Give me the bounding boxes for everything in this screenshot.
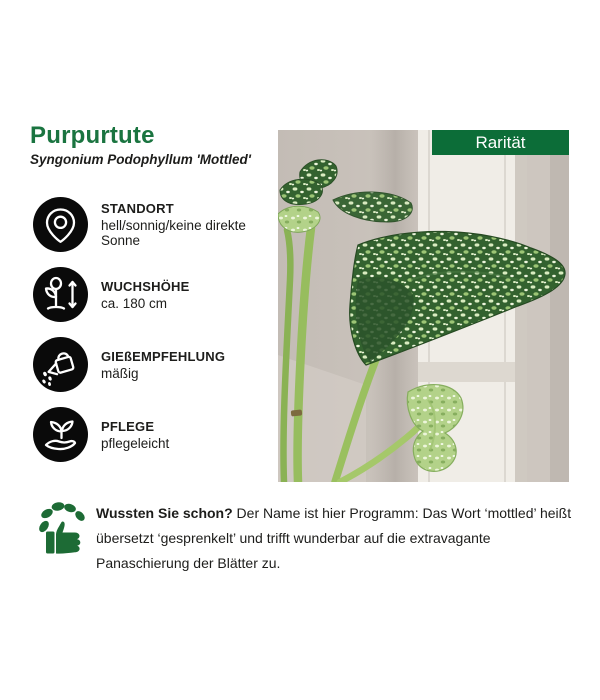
watering-can-icon [33, 337, 88, 392]
feature-label: PFLEGE [101, 418, 155, 434]
page-title: Purpurtute [30, 122, 155, 149]
feature-pflege [33, 407, 169, 462]
feature-giessempfehlung [33, 337, 225, 392]
botanical-name: Syngonium Podophyllum 'Mottled' [30, 152, 251, 167]
fun-fact-text [96, 501, 583, 576]
feature-list [33, 197, 268, 462]
rarity-badge: Rarität [432, 130, 569, 155]
fun-fact-body: Der Name ist hier Programm: Das Wort ‘mottled’ heißt übersetzt ‘gesprenkelt’ und trifft wunderbar auf die extravagante Panaschierung der Blätter zu. [96, 505, 572, 571]
product-photo [278, 130, 569, 482]
fun-fact-section [36, 500, 583, 576]
feature-value: hell/sonnig/keine direkte Sonne [101, 218, 246, 248]
fun-fact-label: Wussten Sie schon? [96, 505, 233, 521]
feature-label: STANDORT [101, 201, 174, 216]
care-hand-icon [33, 407, 88, 462]
leafy-thumbs-up-icon [36, 500, 86, 555]
feature-label: GIEßEMPFEHLUNG [101, 348, 226, 364]
feature-label: WUCHSHÖHE [101, 278, 190, 294]
feature-value: ca. 180 cm [101, 295, 168, 311]
feature-standort [33, 197, 268, 252]
feature-value: mäßig [101, 365, 139, 381]
growth-height-icon [33, 267, 88, 322]
feature-value: pflegeleicht [101, 435, 170, 451]
plant-photo-illustration [278, 130, 569, 482]
location-pin-icon [33, 197, 88, 252]
feature-wuchshoehe [33, 267, 189, 322]
